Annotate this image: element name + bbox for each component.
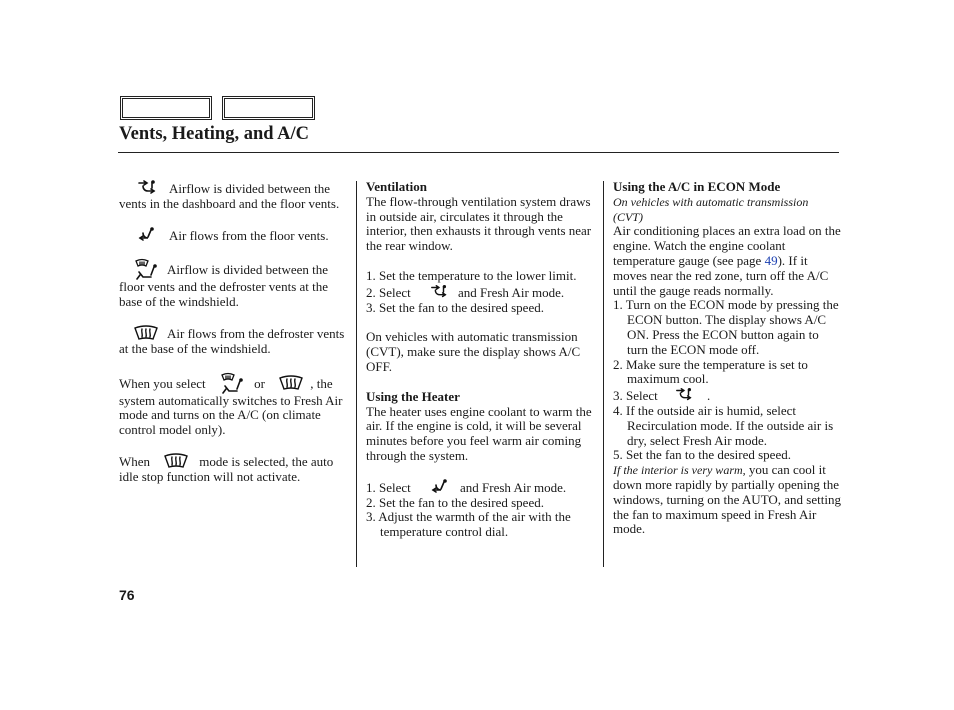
warm-interior-note: If the interior is very warm, you can cool it down more rapidly by partially opening the windows, turning on the AUTO, and setting the fan to maximum speed in Fresh Air mode. bbox=[613, 462, 841, 537]
econ-step-2: 2. Make sure the temperature is set to maximum cool. bbox=[613, 356, 808, 387]
column-divider bbox=[356, 181, 357, 567]
heater-text: The heater uses engine coolant to warm the air. If the engine is cold, it will be several minutes before you feel warm air coming through the system. bbox=[366, 403, 592, 463]
vent-bilevel-icon bbox=[675, 387, 693, 403]
econ-step-4: 4. If the outside air is humid, select Recirculation mode. If the outside air is dry, select Fresh Air mode. bbox=[613, 402, 834, 448]
mode-defrost-paragraph: Air flows from the defroster vents at the base of the windshield. bbox=[119, 325, 345, 356]
column-econ-mode bbox=[613, 180, 841, 537]
heater-heading: Using the Heater bbox=[366, 388, 460, 404]
mode-floor-defrost-paragraph: Airflow is divided between the floor vents and the defroster vents at the base of the windshield. bbox=[119, 258, 345, 310]
vent-bilevel-icon bbox=[430, 284, 448, 300]
econ-subheading: On vehicles with automatic transmission (CVT) bbox=[613, 194, 809, 224]
vent-floor-icon bbox=[430, 479, 450, 495]
vent-floor-defrost-icon bbox=[133, 258, 159, 280]
vent-step-2: 2. Select and Fresh Air mode. bbox=[366, 284, 565, 300]
auto-fresh-air-note: When you select or , the system automatically switches to Fresh Air mode and turns on the A/C (on climate control model only). bbox=[119, 372, 345, 438]
econ-step-1: 1. Turn on the ECON mode by pressing the ECON button. The display shows A/C ON. Press the ECON button again to turn the ECON mode off. bbox=[613, 297, 839, 357]
cvt-note: On vehicles with automatic transmission (CVT), make sure the display shows A/C OFF. bbox=[366, 329, 581, 374]
heat-step-2: 2. Set the fan to the desired speed. bbox=[366, 494, 544, 510]
vent-bilevel-icon bbox=[137, 180, 157, 196]
vent-step-1: 1. Set the temperature to the lower limit. bbox=[366, 267, 577, 283]
title-rule bbox=[118, 152, 839, 153]
econ-step-5: 5. Set the fan to the desired speed. bbox=[613, 447, 791, 463]
nav-box-next[interactable] bbox=[222, 96, 315, 120]
vent-floor-defrost-icon bbox=[219, 372, 245, 394]
ventilation-heading: Ventilation bbox=[366, 179, 427, 194]
heat-step-1: 1. Select and Fresh Air mode. bbox=[366, 479, 567, 495]
nav-box-previous[interactable] bbox=[120, 96, 212, 120]
econ-step-3: 3. Select . bbox=[613, 388, 711, 404]
page-link-49[interactable]: 49 bbox=[764, 252, 778, 268]
econ-text: Air conditioning places an extra load on the engine. Watch the engine coolant temperature gauge (see page 49). If it moves near the red zone, turn off the A/C until the gauge reads normally. bbox=[613, 223, 841, 298]
page-title: Vents, Heating, and A/C bbox=[119, 124, 310, 144]
column-mode-descriptions bbox=[119, 180, 345, 485]
defrost-icon bbox=[163, 453, 189, 469]
column-divider bbox=[603, 181, 604, 567]
defrost-icon bbox=[133, 325, 159, 341]
mode-bilevel-paragraph: Airflow is divided between the vents in the dashboard and the floor vents. bbox=[119, 181, 340, 211]
vent-floor-icon bbox=[137, 227, 157, 243]
idle-stop-note: When mode is selected, the auto idle stop function will not activate. bbox=[119, 453, 334, 484]
mode-floor-paragraph: Air flows from the floor vents. bbox=[119, 227, 345, 244]
vent-step-3: 3. Set the fan to the desired speed. bbox=[366, 299, 544, 315]
defrost-icon bbox=[278, 375, 304, 391]
column-ventilation-heater bbox=[366, 180, 594, 540]
ventilation-text: The flow-through ventilation system draws in outside air, circulates it through the interior, then exhausts it through vents near the rear window. bbox=[366, 193, 592, 254]
heat-step-3: 3. Adjust the warmth of the air with the temperature control dial. bbox=[366, 509, 571, 540]
econ-heading: Using the A/C in ECON Mode bbox=[613, 179, 781, 194]
page-number: 76 bbox=[119, 587, 135, 603]
